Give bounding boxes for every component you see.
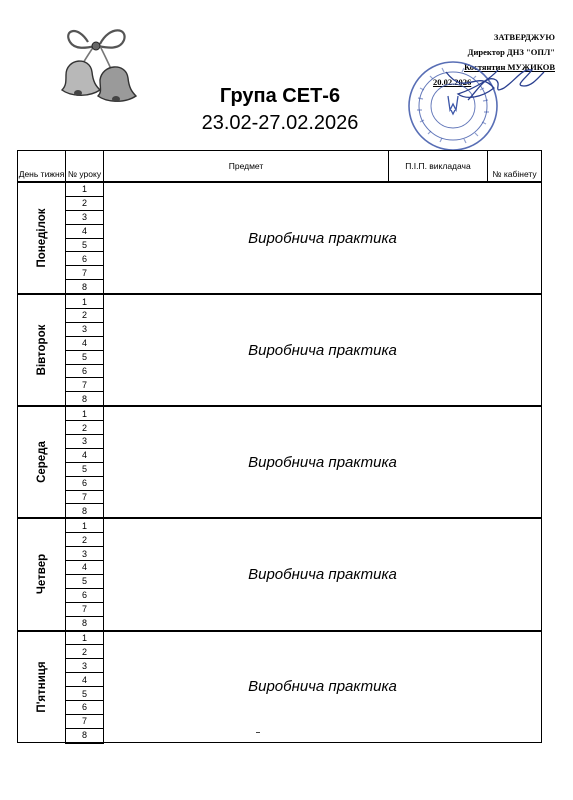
subject-cell: Виробнича практика (104, 518, 542, 630)
lesson-number: 1 (66, 518, 104, 532)
table-row (18, 406, 542, 420)
approval-date: 20.02.2026 (433, 77, 472, 87)
subject-cell: Виробнича практика (104, 631, 542, 743)
lesson-number: 7 (66, 602, 104, 616)
subject-cell: Виробнича практика (104, 182, 542, 294)
day-cell (18, 631, 66, 743)
day-cell (18, 182, 66, 294)
approval-title: ЗАТВЕРДЖУЮ (493, 32, 555, 42)
lesson-number: 2 (66, 421, 104, 435)
table-row (18, 631, 542, 645)
day-label: П'ятниця (35, 661, 48, 713)
lesson-number: 5 (66, 462, 104, 476)
lesson-number: 3 (66, 210, 104, 224)
table-row (18, 182, 542, 196)
lesson-number: 1 (66, 182, 104, 196)
lesson-number: 2 (66, 645, 104, 659)
lesson-number: 8 (66, 392, 104, 406)
group-title: Група СЕТ-6 (219, 85, 341, 107)
lesson-number: 6 (66, 252, 104, 266)
lesson-number: 5 (66, 350, 104, 364)
lesson-number: 2 (66, 533, 104, 547)
lesson-number: 6 (66, 588, 104, 602)
lesson-number: 8 (66, 504, 104, 518)
table-row (18, 518, 542, 532)
lesson-number: 4 (66, 336, 104, 350)
lesson-number: 7 (66, 714, 104, 728)
lesson-number: 8 (66, 728, 104, 742)
lesson-number: 1 (66, 631, 104, 645)
day-cell (18, 294, 66, 406)
lesson-number: 5 (66, 238, 104, 252)
lesson-number: 6 (66, 700, 104, 714)
day-label: Середа (35, 441, 48, 484)
table-row (18, 294, 542, 308)
lesson-number: 1 (66, 406, 104, 420)
schedule-dates: 23.02-27.02.2026 (201, 112, 359, 134)
column-header-room: № кабінету (488, 151, 542, 183)
lesson-number: 7 (66, 266, 104, 280)
lesson-number: 6 (66, 476, 104, 490)
day-label: Вівторок (35, 324, 48, 376)
lesson-number: 3 (66, 659, 104, 673)
column-header-lesson: № уроку (66, 151, 104, 183)
scan-mark (256, 732, 260, 733)
lesson-number: 3 (66, 435, 104, 449)
lesson-number: 7 (66, 378, 104, 392)
lesson-number: 4 (66, 448, 104, 462)
schedule-table (17, 150, 542, 744)
column-header-teacher: П.І.П. викладача (389, 151, 488, 183)
column-header-day: День тижня (18, 151, 66, 183)
column-header-subject: Предмет (104, 151, 389, 183)
day-cell (18, 518, 66, 630)
day-label: Понеділок (35, 208, 48, 268)
lesson-number: 2 (66, 196, 104, 210)
subject-cell: Виробнича практика (104, 294, 542, 406)
lesson-number: 4 (66, 561, 104, 575)
lesson-number: 4 (66, 673, 104, 687)
lesson-number: 4 (66, 224, 104, 238)
lesson-number: 1 (66, 294, 104, 308)
day-cell (18, 406, 66, 518)
lesson-number: 6 (66, 364, 104, 378)
lesson-number: 5 (66, 687, 104, 701)
handwritten-signature (466, 60, 546, 105)
lesson-number: 8 (66, 280, 104, 294)
lesson-number: 3 (66, 322, 104, 336)
approval-position: Директор ДНЗ "ОПЛ" (467, 47, 555, 57)
subject-cell: Виробнича практика (104, 406, 542, 518)
christmas-bells-icon (48, 20, 148, 115)
lesson-number: 7 (66, 490, 104, 504)
lesson-number: 5 (66, 574, 104, 588)
lesson-number: 3 (66, 547, 104, 561)
lesson-number: 2 (66, 309, 104, 323)
lesson-number: 8 (66, 616, 104, 630)
day-label: Четвер (35, 554, 48, 595)
approval-name: Костянтин МУЖИКОВ (464, 62, 555, 72)
